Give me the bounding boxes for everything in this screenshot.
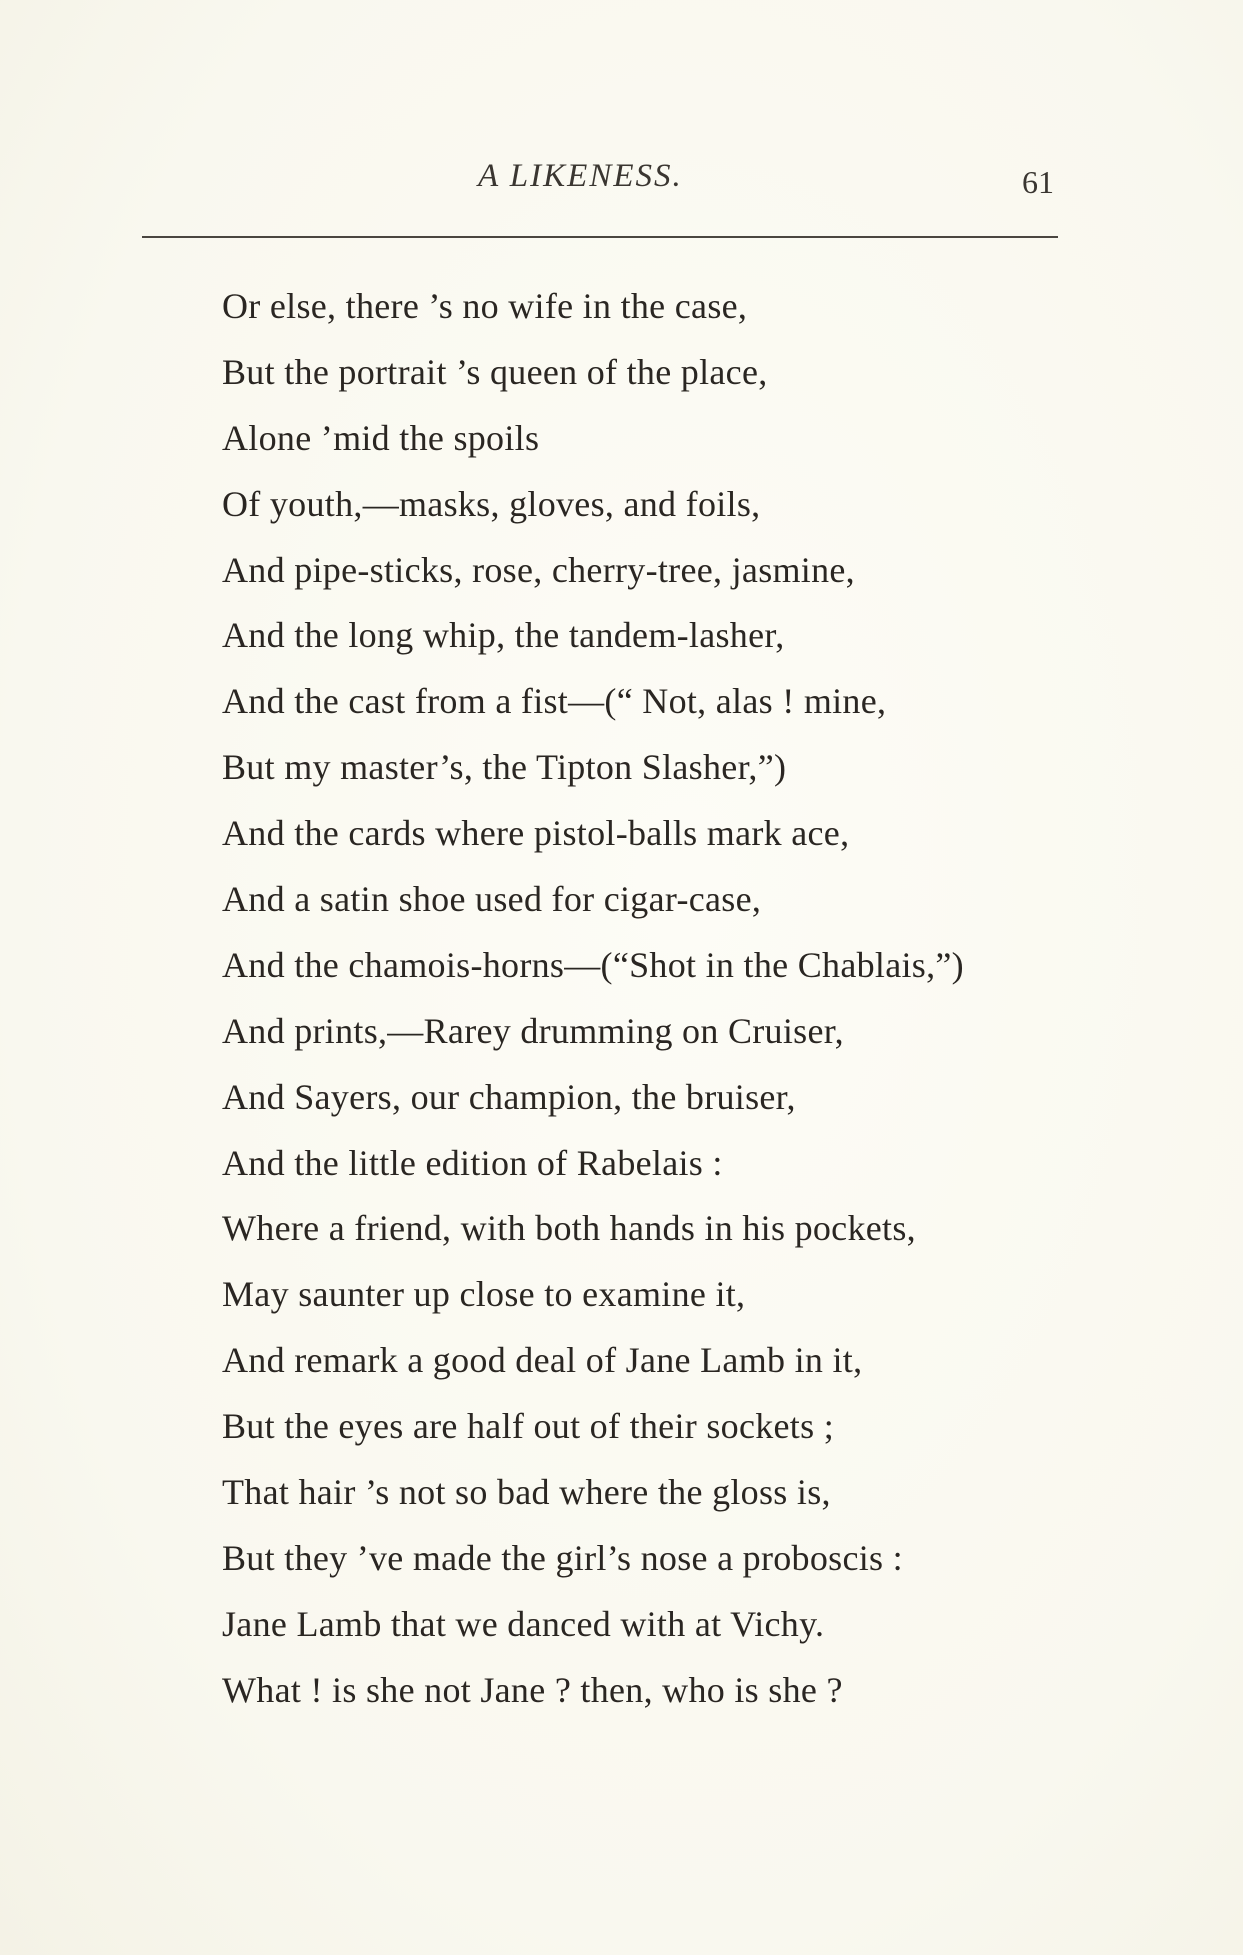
poem-line: And prints,—Rarey drumming on Cruiser, [222,1010,844,1051]
poem-line: Jane Lamb that we danced with at Vichy. [222,1603,825,1644]
poem-line: And the cards where pistol-balls mark ace, [222,813,850,854]
page-number: 61 [1022,164,1054,200]
poem-line: What ! is she not Jane ? then, who is she ? [222,1669,843,1710]
poem-text [222,280,1122,1730]
poem-line: May saunter up close to examine it, [222,1274,746,1315]
poem-line: But the eyes are half out of their sockets ; [222,1406,835,1447]
poem-line: And the little edition of Rabelais : [222,1142,723,1183]
poem-line: That hair ’s not so bad where the gloss is, [222,1472,831,1513]
poem-line: But my master’s, the Tipton Slasher,”) [222,747,787,788]
poem-line: Alone ’mid the spoils [222,417,540,458]
running-head [0,158,1243,198]
poem-line: Where a friend, with both hands in his pockets, [222,1208,916,1249]
poem-line: And the cast from a fist—(“ Not, alas ! mine, [222,681,887,722]
poem-line: Or else, there ’s no wife in the case, [222,286,748,326]
header-rule [142,236,1058,238]
poem-line: Of youth,—masks, gloves, and foils, [222,483,761,524]
poem-line: And the chamois-horns—(“Shot in the Chablais,”) [222,944,964,985]
poem-line: And the long whip, the tandem-lasher, [222,615,785,656]
poem-line: But they ’ve made the girl’s nose a proboscis : [222,1537,903,1578]
running-title: A LIKENESS. [478,158,683,194]
poem-line: And a satin shoe used for cigar-case, [222,879,762,920]
poem-line: And Sayers, our champion, the bruiser, [222,1076,796,1117]
poem-line: And pipe-sticks, rose, cherry-tree, jasmine, [222,549,855,590]
poem-line: And remark a good deal of Jane Lamb in it, [222,1340,863,1381]
poem-line: But the portrait ’s queen of the place, [222,351,768,392]
